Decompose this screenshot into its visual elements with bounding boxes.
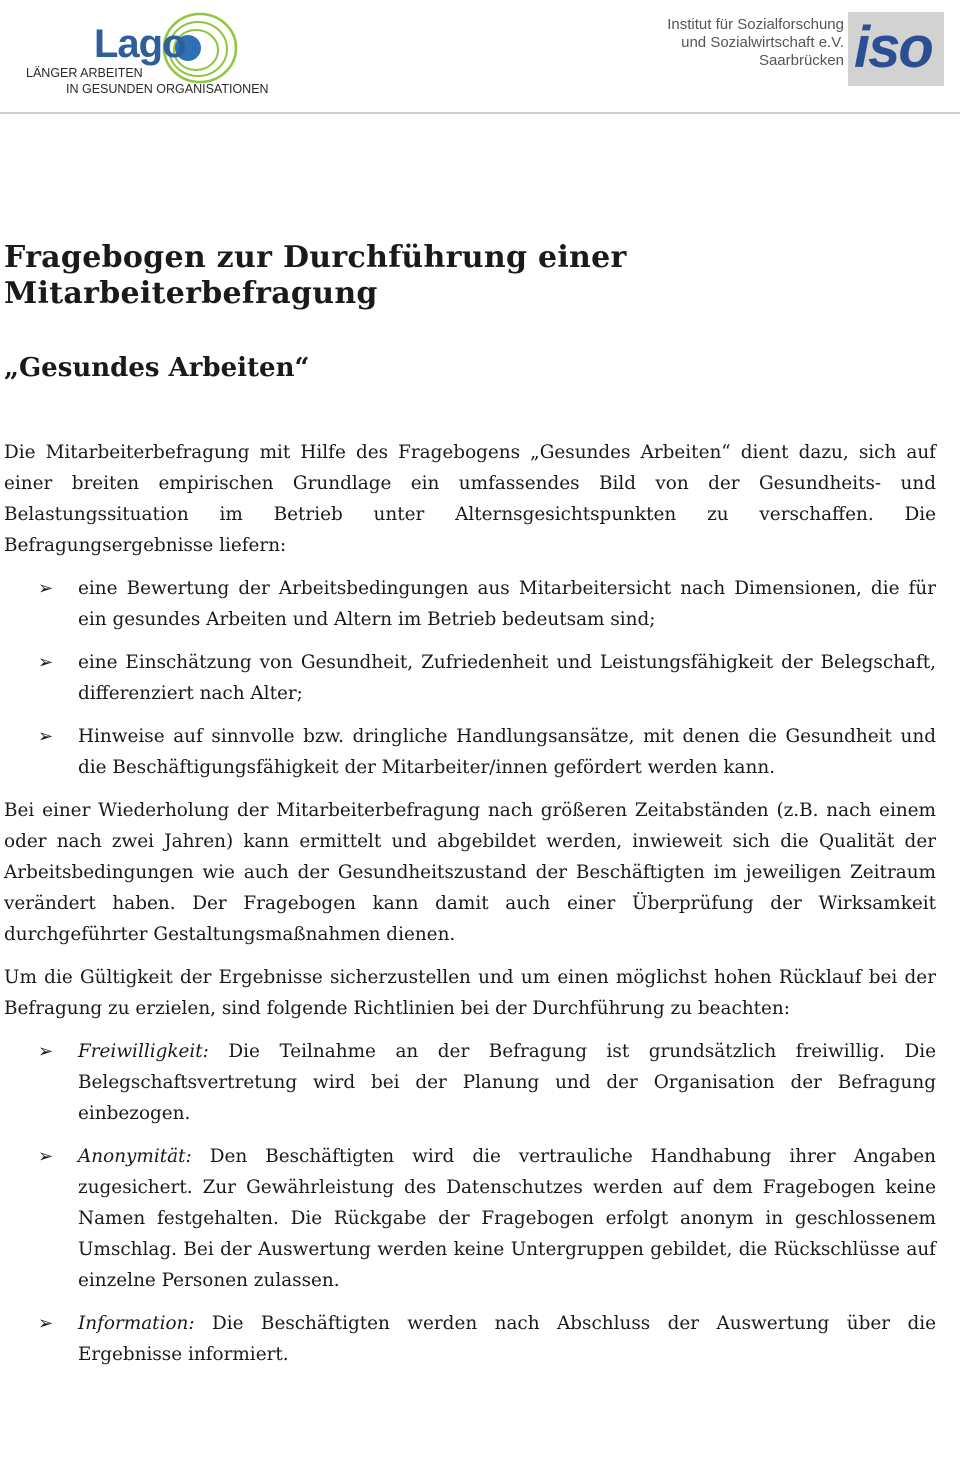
list-item-text: eine Einschätzung von Gesundheit, Zufriedenheit und Leistungsfähigkeit der Belegschaft, differenziert nach Alter; [78, 652, 936, 704]
results-bullet-list [4, 573, 936, 783]
arrowhead-bullet-icon: ➢ [38, 726, 54, 747]
page-header [0, 0, 960, 114]
repeat-survey-paragraph: Bei einer Wiederholung der Mitarbeiterbefragung nach größeren Zeitabständen (z.B. nach einem oder nach zwei Jahren) kann ermittelt und abgebildet werden, inwieweit sich die Qualität der Arbeitsbedingungen wie auch der Gesundheitszustand der Beschäftigten im jeweiligen Zeitraum verändert haben. Der Fragebogen kann damit auch einer Überprüfung der Wirksamkeit durchgeführter Gestaltungsmaßnahmen dienen. [4, 800, 936, 945]
guideline-term: Freiwilligkeit: [78, 1041, 209, 1062]
guideline-text: Die Beschäftigten werden nach Abschluss der Auswertung über die Ergebnisse informiert. [78, 1313, 936, 1365]
guideline-term: Anonymität: [78, 1146, 192, 1167]
iso-name-line: Saarbrücken [758, 52, 844, 69]
arrowhead-bullet-icon: ➢ [38, 652, 54, 673]
iso-badge [848, 12, 944, 86]
guidelines-bullet-list [4, 1036, 936, 1370]
list-item [4, 647, 936, 709]
list-item-text: eine Bewertung der Arbeitsbedingungen aus Mitarbeitersicht nach Dimensionen, die für ein gesundes Arbeiten und Altern im Betrieb bedeutsam sind; [78, 578, 936, 630]
iso-mark: iso [854, 15, 932, 80]
document-title: Fragebogen zur Durchführung einer Mitarbeiterbefragung [4, 240, 627, 311]
list-item [4, 1308, 936, 1370]
iso-institute-logo [644, 12, 944, 92]
lago-tagline-line2: IN GESUNDEN ORGANISATIONEN [66, 82, 269, 96]
guideline-text: Die Teilnahme an der Befragung ist grundsätzlich freiwillig. Die Belegschaftsvertretung wird bei der Planung und der Organisation der Befragung einbezogen. [78, 1041, 936, 1124]
guidelines-intro-paragraph: Um die Gültigkeit der Ergebnisse sicherzustellen und um einen möglichst hohen Rücklauf bei der Befragung zu erzielen, sind folgende Richtlinien bei der Durchführung zu beachten: [4, 967, 936, 1019]
list-item [4, 1141, 936, 1296]
iso-name-line: Institut für Sozialforschung [667, 16, 844, 33]
intro-paragraph: Die Mitarbeiterbefragung mit Hilfe des Fragebogens „Gesundes Arbeiten“ dient dazu, sich auf einer breiten empirischen Grundlage ein umfassendes Bild von der Gesundheits- und Belastungssituation im Betrieb unter Alternsgesichtspunkten zu verschaffen. Die Befragungsergebnisse liefern: [4, 442, 936, 556]
list-item [4, 573, 936, 635]
list-item [4, 1036, 936, 1129]
arrowhead-bullet-icon: ➢ [38, 578, 54, 599]
list-item [4, 721, 936, 783]
arrowhead-bullet-icon: ➢ [38, 1146, 54, 1167]
lago-logo [22, 4, 282, 104]
arrowhead-bullet-icon: ➢ [38, 1313, 54, 1334]
document-subtitle: „Gesundes Arbeiten“ [4, 353, 310, 383]
guideline-text: Den Beschäftigten wird die vertrauliche Handhabung ihrer Angaben zugesichert. Zur Gewährleistung des Datenschutzes werden auf dem Fragebogen keine Namen festgehalten. Die Rückgabe der Fragebogen erfolgt anonym in geschlossenem Umschlag. Bei der Auswertung werden keine Untergruppen gebildet, die Rückschlüsse auf einzelne Personen zulassen. [78, 1146, 936, 1291]
iso-institute-name [667, 16, 844, 70]
document-body [4, 437, 936, 1382]
guideline-term: Information: [78, 1313, 195, 1334]
iso-name-line: und Sozialwirtschaft e.V. [681, 34, 844, 51]
lago-wordmark: Lago [94, 22, 186, 66]
list-item-text: Hinweise auf sinnvolle bzw. dringliche Handlungsansätze, mit denen die Gesundheit und die Beschäftigungsfähigkeit der Mitarbeiter/innen gefördert werden kann. [78, 726, 936, 778]
arrowhead-bullet-icon: ➢ [38, 1041, 54, 1062]
lago-tagline-line1: LÄNGER ARBEITEN [26, 66, 143, 80]
